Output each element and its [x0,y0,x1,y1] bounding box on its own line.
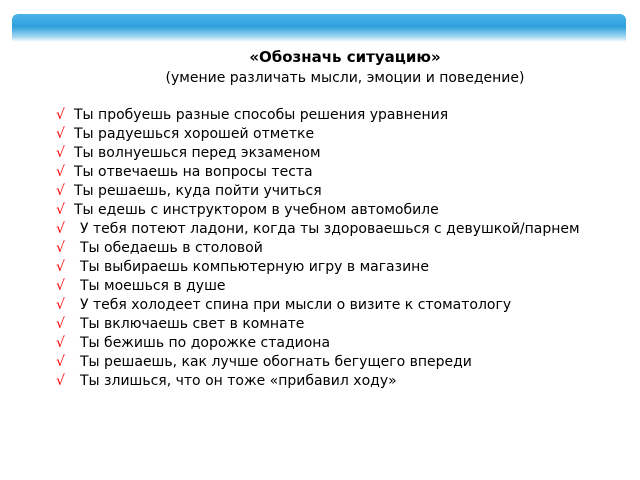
list-item-text: Ты волнуешься перед экзаменом [74,145,321,161]
checkmark-icon: √ [56,259,65,275]
checkmark-icon: √ [56,354,65,370]
slide-subtitle: (умение различать мысли, эмоции и поведение) [165,70,525,86]
list-item [56,353,616,372]
checkmark-icon: √ [56,373,65,389]
list-item-text: Ты решаешь, куда пойти учиться [74,183,322,199]
list-item-text: Ты выбираешь компьютерную игру в магазине [80,259,429,275]
list-item [56,277,616,296]
list-item [56,258,616,277]
list-item [56,182,616,201]
list-item [56,144,616,163]
checkmark-icon: √ [56,164,65,180]
checkmark-icon: √ [56,145,65,161]
situation-list [56,106,616,391]
list-item-text: Ты бежишь по дорожке стадиона [80,335,331,351]
list-item-text: Ты злишься, что он тоже «прибавил ходу» [80,373,397,389]
list-item [56,372,616,391]
list-item-text: Ты включаешь свет в комнате [80,316,305,332]
checkmark-icon: √ [56,335,65,351]
checkmark-icon: √ [56,183,65,199]
list-item-text: Ты пробуешь разные способы решения уравнения [74,107,449,123]
checkmark-icon: √ [56,202,65,218]
list-item [56,334,616,353]
list-item-text: У тебя холодеет спина при мысли о визите к стоматологу [80,297,512,313]
slide-title: «Обозначь ситуацию» [249,48,441,66]
checkmark-icon: √ [56,240,65,256]
list-item [56,315,616,334]
checkmark-icon: √ [56,316,65,332]
list-item-text: У тебя потеют ладони, когда ты здороваешься с девушкой/парнем [80,221,580,237]
checkmark-icon: √ [56,126,65,142]
list-item [56,106,616,125]
list-item [56,125,616,144]
list-item [56,220,616,239]
list-item [56,239,616,258]
header-gradient-band [12,14,626,42]
list-item-text: Ты едешь с инструктором в учебном автомобиле [74,202,439,218]
list-item-text: Ты решаешь, как лучше обогнать бегущего впереди [80,354,472,370]
checkmark-icon: √ [56,221,65,237]
list-item [56,201,616,220]
list-item-text: Ты радуешься хорошей отметке [74,126,315,142]
checkmark-icon: √ [56,297,65,313]
checkmark-icon: √ [56,278,65,294]
list-item [56,296,616,315]
list-item-text: Ты обедаешь в столовой [80,240,263,256]
list-item-text: Ты моешься в душе [80,278,226,294]
list-item-text: Ты отвечаешь на вопросы теста [74,164,313,180]
list-item [56,163,616,182]
checkmark-icon: √ [56,107,65,123]
